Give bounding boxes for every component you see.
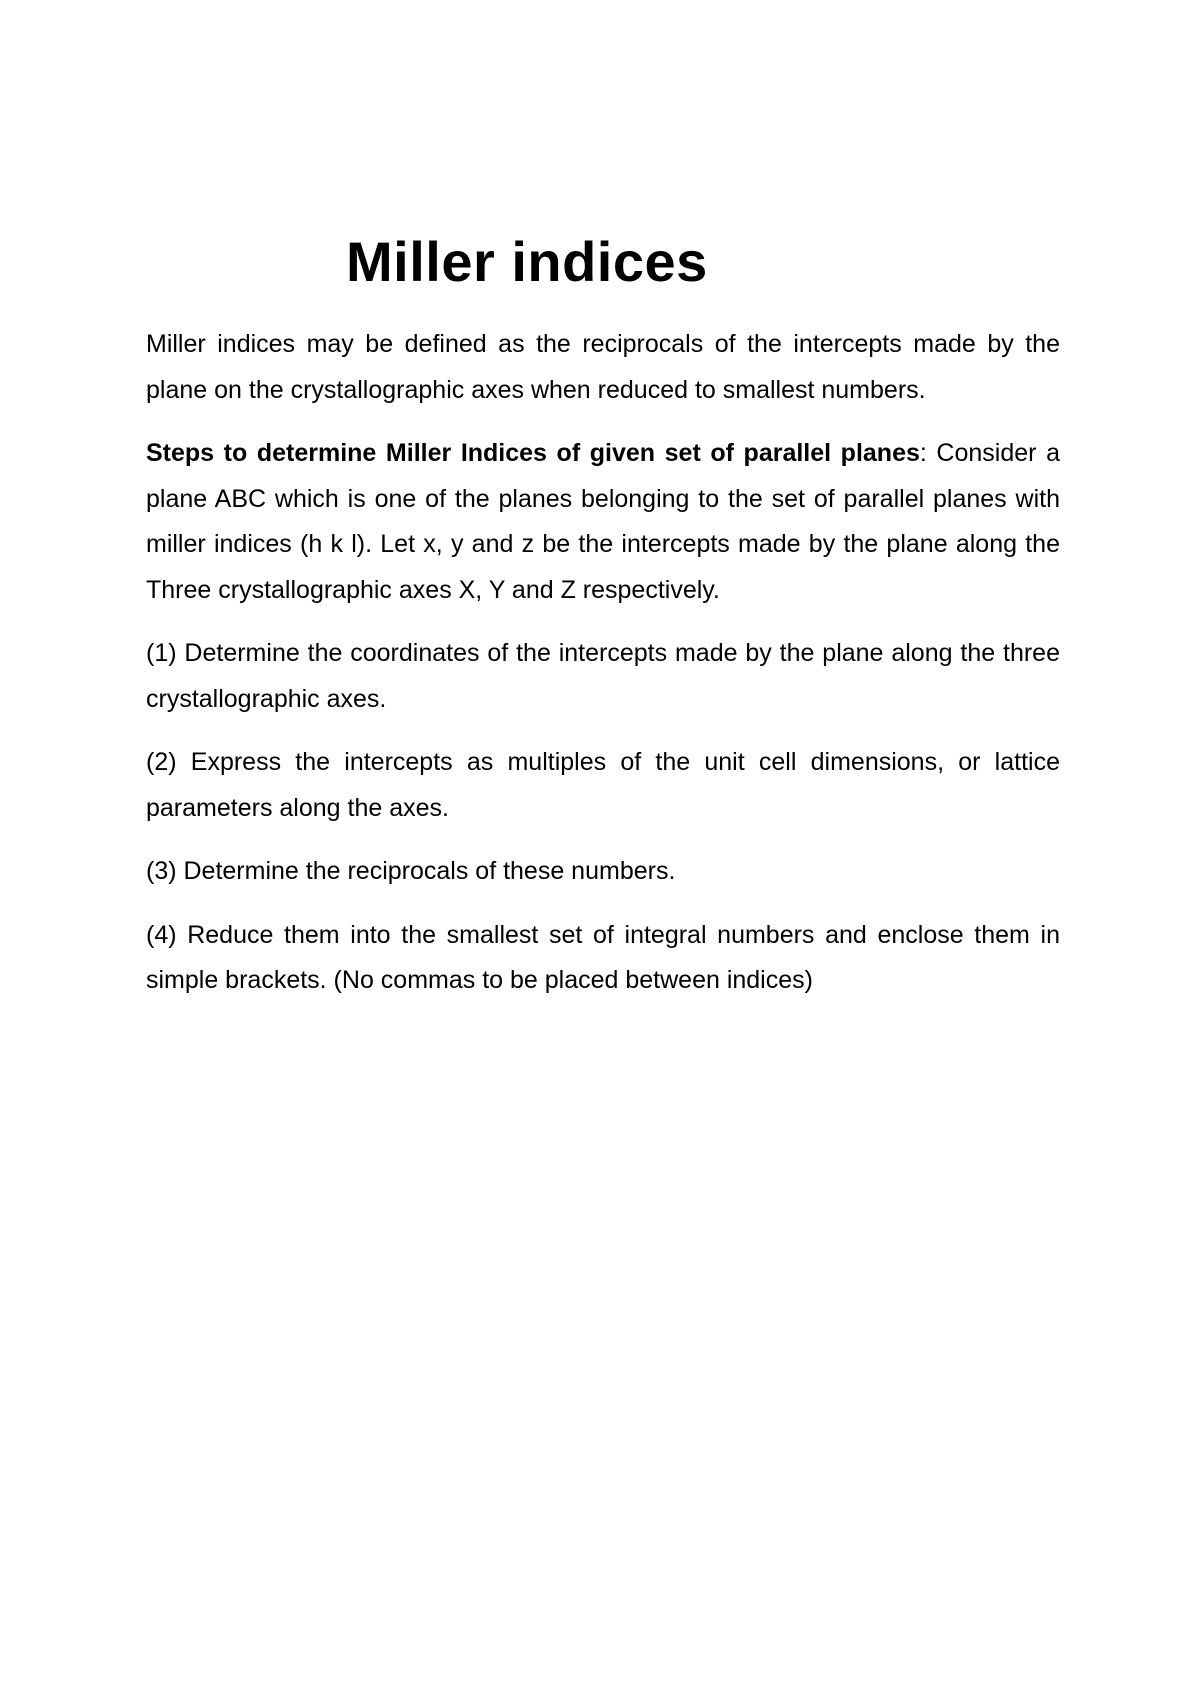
definition-paragraph: Miller indices may be defined as the reciprocals of the intercepts made by the plane on the crystallographic axes when reduced to smallest numbers. — [146, 330, 1060, 404]
step-1: (1) Determine the coordinates of the intercepts made by the plane along the three crystallographic axes. — [146, 639, 1060, 713]
steps-intro-paragraph — [146, 431, 1060, 613]
steps-heading: Steps to determine Miller Indices of given set of parallel planes — [146, 439, 920, 467]
step-4: (4) Reduce them into the smallest set of integral numbers and enclose them in simple brackets. (No commas to be placed between indices) — [146, 920, 1060, 994]
steps-intro-text: Consider a plane ABC which is one of the planes belonging to the set of parallel planes with miller indices (h k l). Let x, y and z be the intercepts made by the plane along the Three crystallographic axes X, Y and Z respectively. — [146, 439, 1060, 604]
step-2: (2) Express the intercepts as multiples of the unit cell dimensions, or lattice parameters along the axes. — [146, 748, 1060, 822]
steps-heading-colon: : — [919, 439, 927, 467]
document-content — [146, 222, 1060, 1022]
step-3: (3) Determine the reciprocals of these numbers. — [146, 857, 676, 885]
page-title: Miller indices — [346, 230, 708, 293]
